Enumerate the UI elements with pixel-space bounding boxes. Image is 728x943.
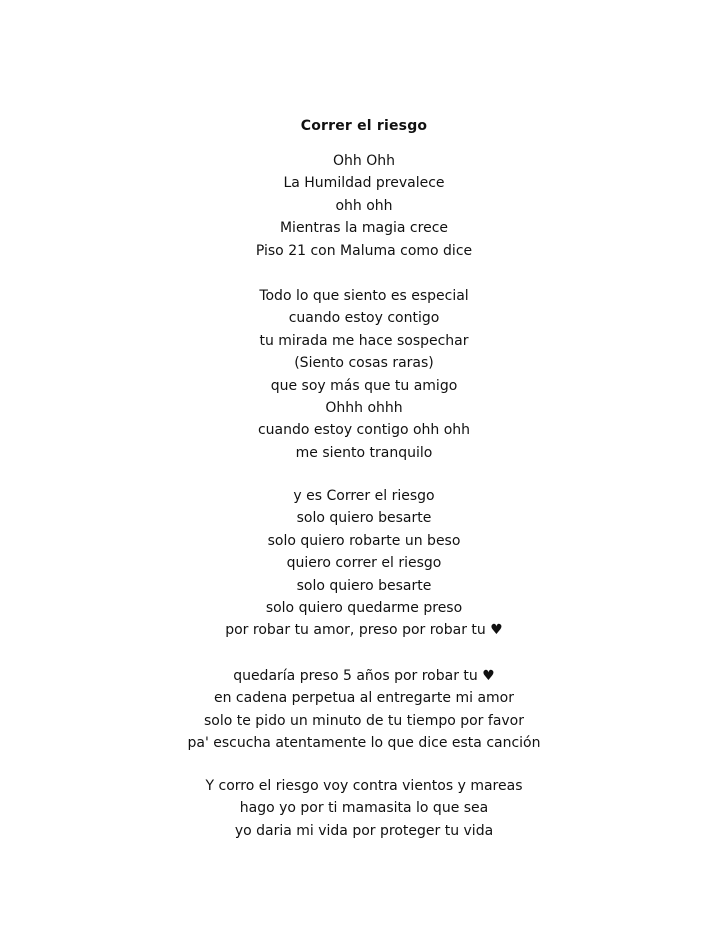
- lyric-line: cuando estoy contigo ohh ohh: [257, 422, 471, 439]
- lyric-line: cuando estoy contigo: [288, 310, 440, 327]
- lyric-line: Todo lo que siento es especial: [259, 288, 469, 304]
- stanza-verse: [0, 285, 728, 464]
- lyric-line: Mientras la magia crece: [279, 220, 449, 237]
- lyric-line: ohh ohh: [335, 197, 393, 214]
- lyric-line: Piso 21 con Maluma como dice: [255, 242, 473, 259]
- lyric-line: quiero correr el riesgo: [286, 555, 442, 572]
- lyric-line: solo quiero robarte un beso: [267, 532, 461, 549]
- lyric-line: solo quiero quedarme preso: [265, 599, 463, 616]
- lyric-line: me siento tranquilo: [295, 444, 433, 461]
- stanza-chorus: [0, 485, 728, 642]
- lyric-line: y es Correr el riesgo: [293, 488, 435, 504]
- lyric-line: La Humildad prevalece: [283, 175, 445, 192]
- lyric-line: por robar tu amor, preso por robar tu ♥: [225, 622, 503, 639]
- stanza-intro: [0, 150, 728, 262]
- lyric-line: quedaría preso 5 años por robar tu ♥: [233, 668, 495, 684]
- stanza-outro: [0, 775, 728, 842]
- lyric-line: tu mirada me hace sospechar: [259, 332, 469, 349]
- lyric-line: Ohh Ohh: [333, 153, 395, 169]
- lyric-line: hago yo por ti mamasita lo que sea: [239, 800, 489, 817]
- stanza-bridge: [0, 665, 728, 755]
- lyric-line: yo daria mi vida por proteger tu vida: [234, 822, 494, 839]
- song-title: Correr el riesgo: [300, 118, 428, 134]
- lyric-line: solo te pido un minuto de tu tiempo por favor: [203, 712, 525, 729]
- lyric-line: solo quiero besarte: [296, 577, 432, 594]
- lyric-line: que soy más que tu amigo: [270, 377, 458, 394]
- lyric-line: Y corro el riesgo voy contra vientos y mareas: [205, 778, 523, 794]
- lyric-line: pa' escucha atentamente lo que dice esta canción: [187, 735, 541, 752]
- lyric-line: (Siento cosas raras): [294, 355, 434, 372]
- lyric-line: en cadena perpetua al entregarte mi amor: [213, 690, 514, 707]
- lyric-line: solo quiero besarte: [296, 510, 432, 527]
- lyric-line: Ohhh ohhh: [325, 399, 403, 416]
